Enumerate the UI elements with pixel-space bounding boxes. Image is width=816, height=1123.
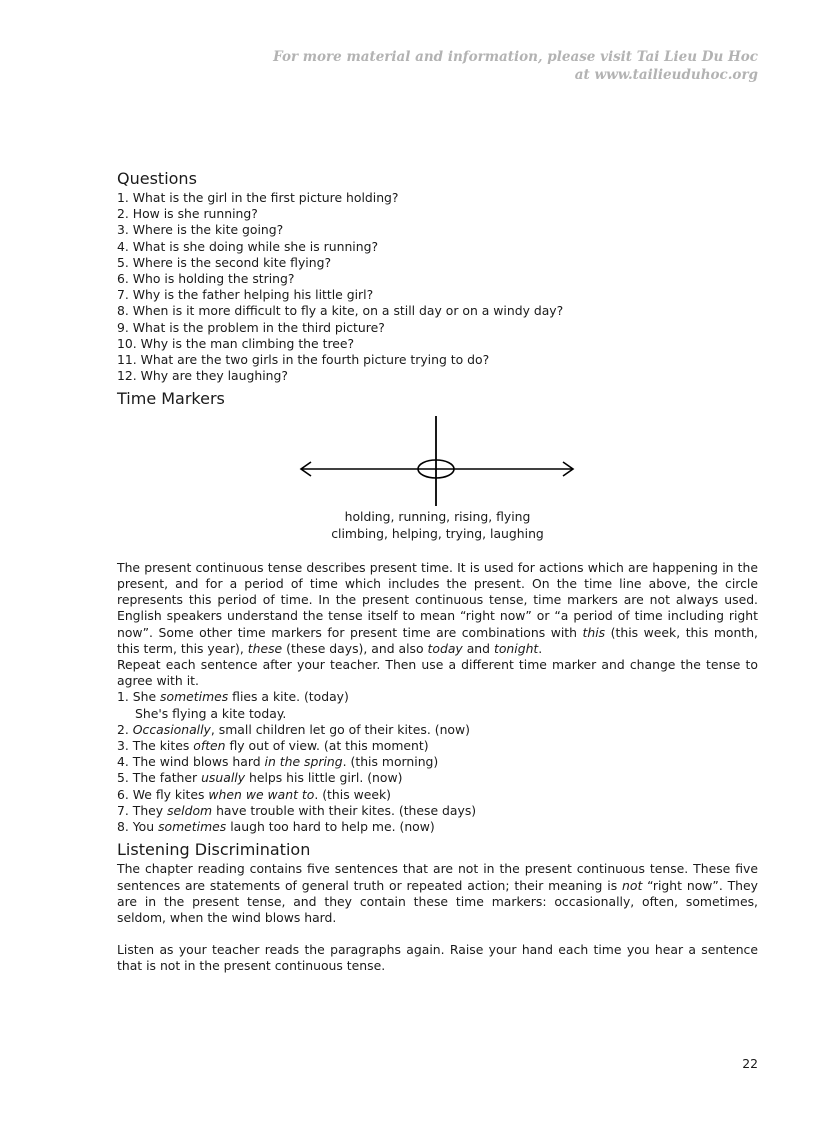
emphasis: this bbox=[582, 624, 606, 640]
text-span: The chapter reading contains five sentences that are not in the present continuous tense. These five sentences are statements of general truth or repeated action; their meaning is bbox=[117, 861, 758, 893]
question-item: 8. When is it more difficult to fly a kite, on a still day or on a windy day? bbox=[117, 303, 564, 319]
exercise-example-answer bbox=[117, 706, 758, 722]
exercise-item bbox=[117, 754, 758, 770]
text-span: 2. bbox=[117, 721, 133, 737]
header-line-2: at www.tailieuduhoc.org bbox=[574, 67, 758, 83]
question-item: 7. Why is the father helping his little girl? bbox=[117, 287, 374, 303]
page-body bbox=[117, 168, 758, 975]
question-item: 6. Who is holding the string? bbox=[117, 271, 295, 287]
emphasis: usually bbox=[201, 770, 246, 786]
text-span: “right now”. They are in the present tense, and they contain these time markers: occasionally, often, sometimes, seldom, when the wind blows hard. bbox=[117, 877, 758, 925]
timeline-diagram bbox=[117, 414, 758, 509]
text-span: and bbox=[462, 640, 494, 656]
page-number: 22 bbox=[742, 1056, 758, 1071]
timeline-caption-line-1: holding, running, rising, flying bbox=[344, 509, 531, 525]
text-span: have trouble with their kites. (these days) bbox=[212, 802, 477, 818]
exercise-item bbox=[117, 787, 758, 803]
question-item: 4. What is she doing while she is running? bbox=[117, 238, 379, 254]
question-item: 12. Why are they laughing? bbox=[117, 368, 288, 384]
question-item: 11. What are the two girls in the fourth picture trying to do? bbox=[117, 352, 490, 368]
emphasis: tonight bbox=[493, 640, 539, 656]
emphasis: often bbox=[193, 738, 226, 754]
listening-paragraph-1 bbox=[117, 861, 758, 926]
emphasis: today bbox=[427, 640, 463, 656]
question-item: 9. What is the problem in the third picture? bbox=[117, 319, 385, 335]
exercise-item bbox=[117, 819, 758, 835]
exercise-list bbox=[117, 689, 758, 835]
exercise-item bbox=[117, 722, 758, 738]
exercise-item bbox=[117, 770, 758, 786]
text-span: 3. The kites bbox=[117, 738, 194, 754]
text-span: (this week, this month, this term, this year), bbox=[117, 624, 758, 656]
emphasis: sometimes bbox=[158, 819, 227, 835]
text-span: . (this morning) bbox=[342, 754, 439, 770]
timeline-caption-line-2: climbing, helping, trying, laughing bbox=[331, 525, 544, 541]
text-span: . (this week) bbox=[314, 786, 391, 802]
text-span: 6. We fly kites bbox=[117, 786, 209, 802]
text-span: laugh too hard to help me. (now) bbox=[226, 819, 435, 835]
timeline-icon bbox=[293, 414, 583, 509]
text-span: 8. You bbox=[117, 819, 159, 835]
listening-heading: Listening Discrimination bbox=[117, 840, 311, 860]
emphasis: seldom bbox=[167, 802, 213, 818]
text-span: She's flying a kite today. bbox=[135, 705, 287, 721]
text-span: , small children let go of their kites. (now) bbox=[210, 721, 470, 737]
text-span: The present continuous tense describes present time. It is used for actions which are happening in the present, and for a period of time which includes the present. On the time line above, the circle represents this period of time. In the present continuous tense, time markers are not always used. English speakers understand the tense itself to mean “right now” or “a period of time including right now”. Some other time markers for present time are combinations with bbox=[117, 559, 758, 640]
question-item: 1. What is the girl in the first picture holding? bbox=[117, 190, 399, 205]
present-continuous-paragraph bbox=[117, 560, 758, 657]
question-item: 3. Where is the kite going? bbox=[117, 222, 284, 238]
text-span: (these days), and also bbox=[282, 640, 428, 656]
listening-paragraph-2: Listen as your teacher reads the paragraphs again. Raise your hand each time you hear a sentence that is not in the present continuous tense. bbox=[117, 942, 758, 974]
questions-heading: Questions bbox=[117, 169, 197, 188]
text-span: 5. The father bbox=[117, 770, 202, 786]
question-item: 5. Where is the second kite flying? bbox=[117, 254, 332, 270]
header-line-1: For more material and information, please visit Tai Lieu Du Hoc bbox=[273, 49, 758, 65]
questions-list bbox=[117, 190, 758, 384]
exercise-item bbox=[117, 689, 758, 705]
text-span: 1. She bbox=[117, 689, 161, 705]
exercise-item bbox=[117, 803, 758, 819]
text-span: 4. The wind blows hard bbox=[117, 754, 265, 770]
exercise-item bbox=[117, 738, 758, 754]
time-markers-heading: Time Markers bbox=[117, 389, 225, 409]
timeline-caption bbox=[117, 509, 758, 541]
question-item: 2. How is she running? bbox=[117, 206, 258, 222]
emphasis: in the spring bbox=[264, 754, 343, 770]
emphasis: Occasionally bbox=[132, 721, 211, 737]
question-item: 10. Why is the man climbing the tree? bbox=[117, 335, 355, 351]
emphasis: when we want to bbox=[208, 786, 315, 802]
text-span: 7. They bbox=[117, 802, 168, 818]
emphasis: sometimes bbox=[160, 689, 229, 705]
text-span: . bbox=[538, 640, 543, 656]
text-span: fly out of view. (at this moment) bbox=[225, 738, 429, 754]
text-span: flies a kite. (today) bbox=[228, 689, 349, 705]
text-span: helps his little girl. (now) bbox=[245, 770, 403, 786]
instruction-paragraph: Repeat each sentence after your teacher. Then use a different time marker and change the tense to agree with it. bbox=[117, 657, 758, 689]
emphasis: not bbox=[622, 877, 643, 893]
emphasis: these bbox=[247, 640, 283, 656]
page-header bbox=[273, 48, 758, 84]
